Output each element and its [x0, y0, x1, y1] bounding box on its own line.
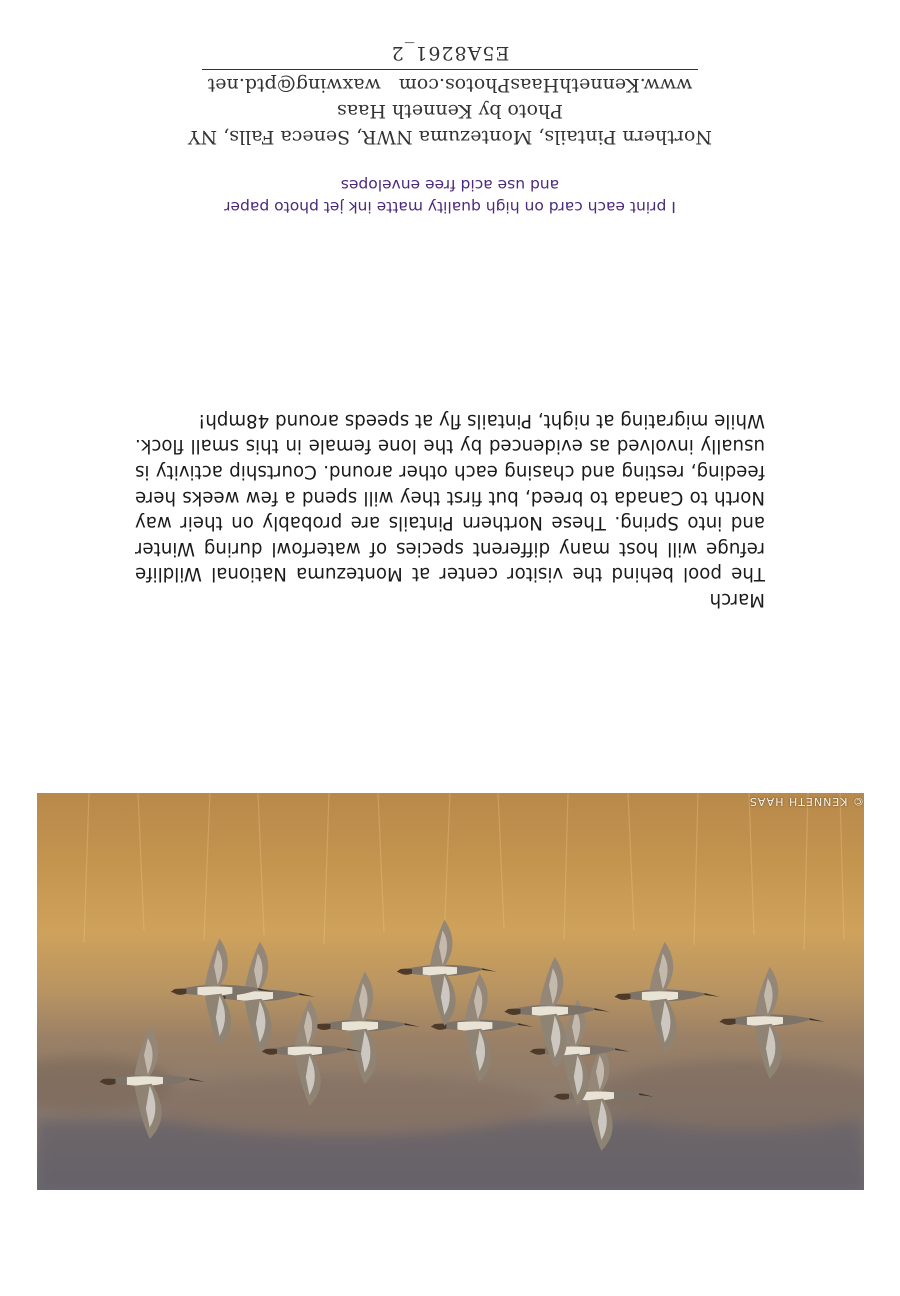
email-link[interactable]: waxwing@ptd.net [207, 74, 381, 96]
print-note-line-1: I print each card on high quality matte ink jet photo paper [224, 198, 676, 216]
description-body: The pool behind the visitor center at Montezuma National Wildlife refuge will host many different species of waterfowl during Winter and into Spring. These Northern Pintails are probably on their way North to Canada to breed, but first they will spend a few weeks here feeding, resting and chasing each other around. Courtship activity is usually involved as evidenced by the lone female in this small flock. While migrating at night, Pintails fly at speeds around 48mph! [135, 409, 765, 585]
pintail-photo [37, 793, 864, 1190]
print-note-line-2: and use acid free envelopes [340, 176, 560, 194]
photo-title: Northern Pintails, Montezuma NWR, Seneca Falls, NY [188, 126, 712, 148]
print-note [0, 174, 900, 218]
photo-credit: Photo by Kenneth Haas [336, 100, 564, 122]
website-link[interactable]: www.KennethHaasPhotos.com [398, 74, 693, 96]
photo-illustration [37, 793, 864, 1190]
card-description [135, 407, 765, 612]
description-month: March [709, 589, 765, 610]
contact-links [202, 69, 699, 98]
photo-copyright: © KENNETH HAAS [748, 795, 864, 808]
card-code: E5A8261_2 [390, 42, 510, 64]
photo-credits [0, 39, 900, 150]
